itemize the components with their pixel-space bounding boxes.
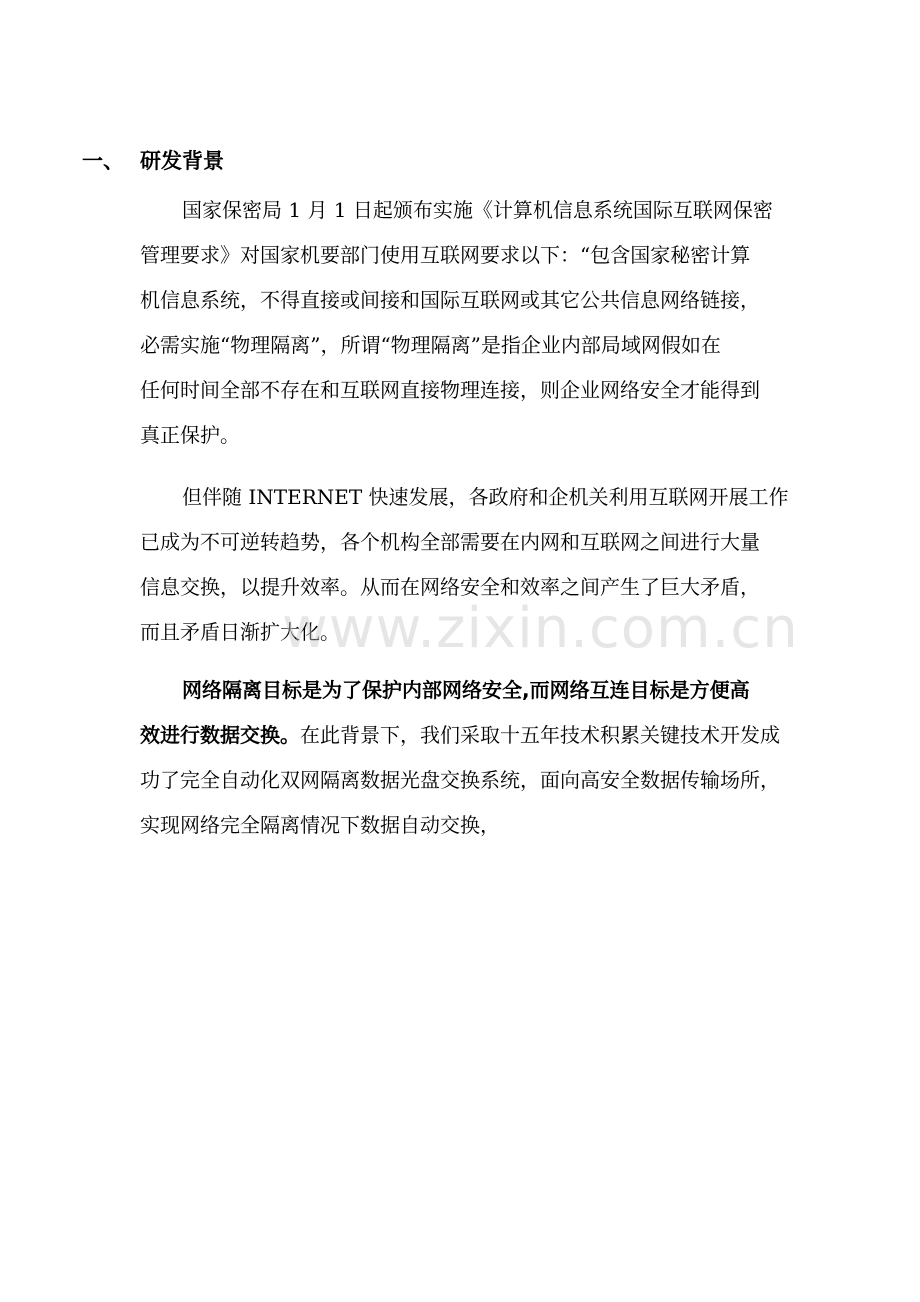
paragraph-1 — [140, 188, 840, 458]
paragraph-line-mixed — [140, 713, 840, 758]
section-number: 一、 — [82, 149, 124, 173]
paragraph-line: 机信息系统，不得直接或间接和国际互联网或其它公共信息网络链接， — [140, 288, 760, 312]
paragraph-line: 实现网络完全隔离情况下数据自动交换， — [140, 813, 500, 837]
paragraph-line: 但伴随 INTERNET 快速发展，各政府和企机关利用互联网开展工作 — [182, 485, 789, 509]
watermark: www.zixin.com.cn — [282, 596, 799, 661]
section-title: 研发背景 — [140, 149, 224, 173]
paragraph-line-bold: 网络隔离目标是为了保护内部网络安全,而网络互连目标是方便高 — [182, 678, 750, 702]
paragraph-line: 管理要求》对国家机要部门使用互联网要求以下：“包含国家秘密计算 — [140, 243, 751, 267]
paragraph-line: 信息交换，以提升效率。从而在网络安全和效率之间产生了巨大矛盾， — [140, 575, 760, 599]
paragraph-line: 任何时间全部不存在和互联网直接物理连接，则企业网络安全才能得到 — [140, 378, 760, 402]
paragraph-2 — [140, 475, 840, 655]
section-heading — [82, 146, 224, 176]
paragraph-line: 已成为不可逆转趋势，各个机构全部需要在内网和互联网之间进行大量 — [140, 530, 760, 554]
paragraph-line: 必需实施“物理隔离”，所谓“物理隔离”是指企业内部局域网假如在 — [140, 333, 721, 357]
paragraph-3 — [140, 668, 840, 848]
regular-phrase: 在此背景下，我们采取十五年技术积累关键技术开发成 — [300, 723, 780, 747]
paragraph-line: 而且矛盾日渐扩大化。 — [140, 620, 340, 644]
bold-phrase: 效进行数据交换。 — [140, 723, 300, 747]
paragraph-line: 真正保护。 — [140, 423, 240, 447]
paragraph-line: 国家保密局 1 月 1 日起颁布实施《计算机信息系统国际互联网保密 — [182, 198, 773, 222]
paragraph-line: 功了完全自动化双网隔离数据光盘交换系统，面向高安全数据传输场所， — [140, 768, 780, 792]
